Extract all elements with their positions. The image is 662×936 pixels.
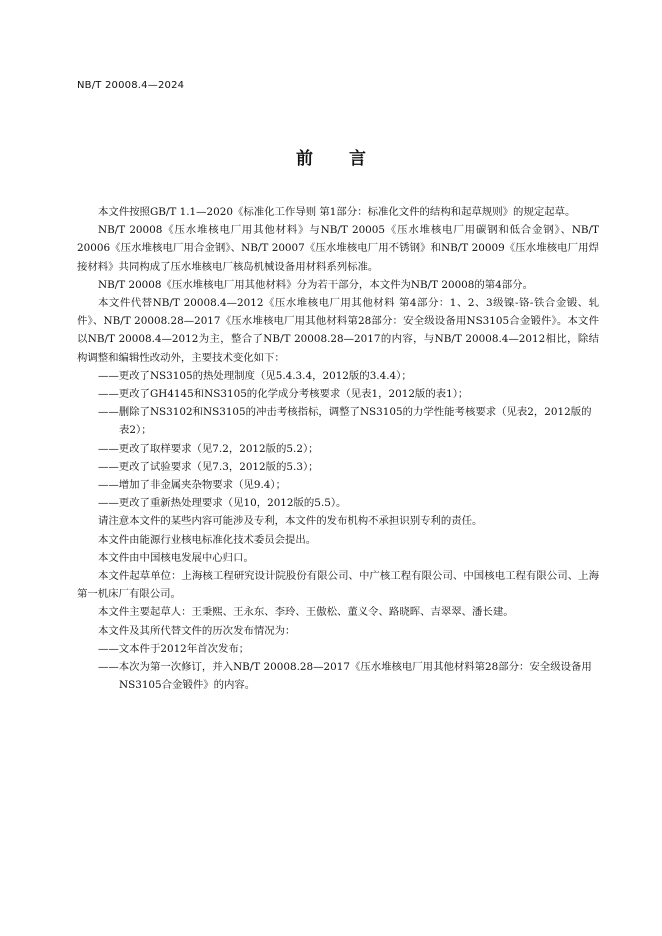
paragraph-drafting-units: 本文件起草单位：上海核工程研究设计院股份有限公司、中广核工程有限公司、中国核电工程有限公司、上海第一机床厂有限公司。 xyxy=(77,570,599,601)
paragraph-drafting-rules: 本文件按照GB/T 1.1—2020《标准化工作导则 第1部分：标准化文件的结构和起草规则》的规定起草。 xyxy=(98,206,576,218)
change-item: ——更改了取样要求（见7.2，2012版的5.2）； xyxy=(98,442,319,455)
change-item: ——更改了试验要求（见7.3，2012版的5.3）； xyxy=(98,460,319,473)
page-title xyxy=(0,144,662,169)
foreword-body xyxy=(77,203,599,694)
title-char-1: 前 xyxy=(296,149,313,169)
paragraph-replacement: 本文件代替NB/T 20008.4—2012《压水堆核电厂用其他材料 第4部分：1、2、3级镍-铬-铁合金锻、轧件》、NB/T 20008.28—2017《压水堆核电厂用其他材料第28部分：安全级设备用NS3105合金锻件》。本文件以NB/T 20008.4—2012为主，整合了NB/T 20008.28—2017的内容，与NB/T 20008.4—2012相比，除结构调整和编辑性改动外，主要技术变化如下： xyxy=(77,297,599,364)
change-item: ——更改了重新热处理要求（见10，2012版的5.5）。 xyxy=(98,497,347,510)
change-item: ——更改了GH4145和NS3105的化学成分考核要求（见表1，2012版的表1）； xyxy=(98,388,469,401)
history-item: ——文本件于2012年首次发布； xyxy=(98,642,250,655)
standard-code: NB/T 20008.4—2024 xyxy=(77,80,185,91)
change-item: ——更改了NS3105的热处理制度（见5.4.3.4，2012版的3.4.4）； xyxy=(98,369,412,382)
paragraph-part-info: NB/T 20008《压水堆核电厂用其他材料》分为若干部分，本文件为NB/T 20008的第4部分。 xyxy=(98,278,533,291)
paragraph-centralized-by: 本文件由中国核电发展中心归口。 xyxy=(98,551,254,564)
paragraph-history-intro: 本文件及其所代替文件的历次发布情况为： xyxy=(98,624,296,637)
paragraph-series-standards: NB/T 20008《压水堆核电厂用其他材料》与NB/T 20005《压水堆核电厂用碳钢和低合金钢》、NB/T 20006《压水堆核电厂用合金钢》、NB/T 20007《压水堆核电厂用不锈钢》和NB/T 20009《压水堆核电厂用焊接材料》共同构成了压水堆核电厂核岛机械设备用材料系列标准。 xyxy=(77,224,599,273)
history-item: ——本次为第一次修订，并入NB/T 20008.28—2017《压水堆核电厂用其他材料第28部分：安全级设备用NS3105合金锻件》的内容。 xyxy=(98,661,592,692)
change-item: ——删除了NS3102和NS3105的冲击考核指标，调整了NS3105的力学性能考核要求（见表2，2012版的表2）； xyxy=(98,406,592,437)
paragraph-patent-notice: 请注意本文件的某些内容可能涉及专利，本文件的发布机构不承担识别专利的责任。 xyxy=(98,515,483,528)
change-item: ——增加了非金属夹杂物要求（见9.4）； xyxy=(98,479,286,492)
paragraph-proposed-by: 本文件由能源行业核电标准化技术委员会提出。 xyxy=(98,533,317,546)
title-char-2: 言 xyxy=(349,149,366,169)
paragraph-drafters: 本文件主要起草人：王秉熙、王永东、李玲、王傲松、董义令、路晓晖、吉翠翠、潘长建。 xyxy=(98,606,514,619)
